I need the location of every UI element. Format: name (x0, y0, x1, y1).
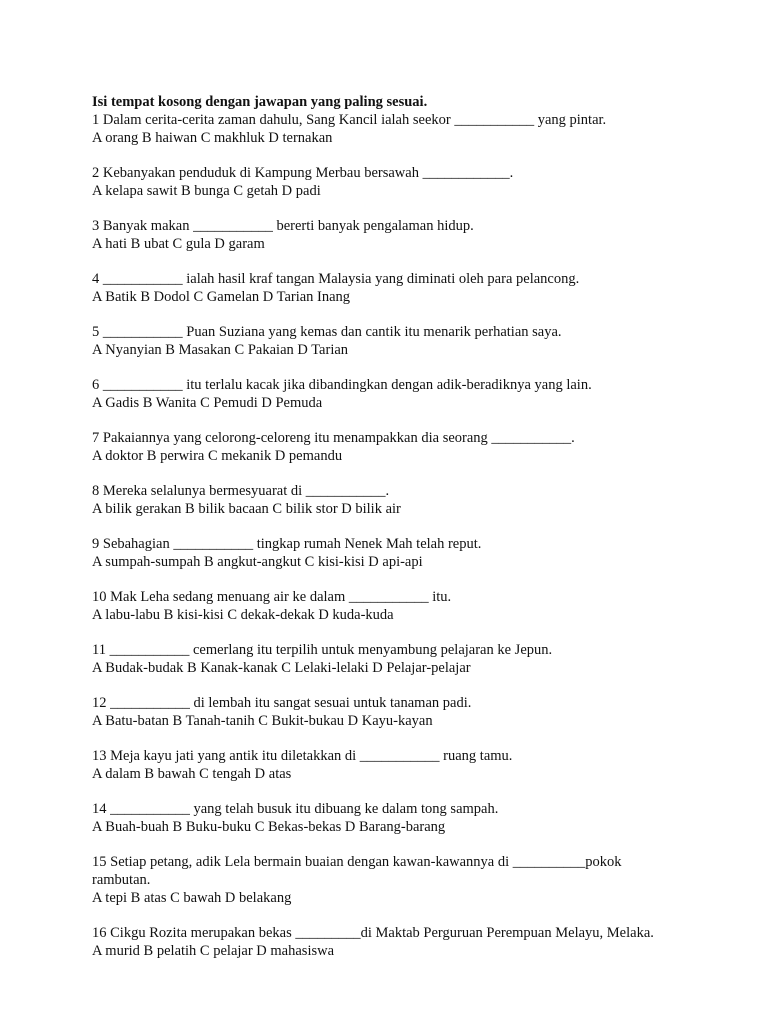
question-options: A Batu-batan B Tanah-tanih C Bukit-bukau D Kayu-kayan (92, 713, 433, 729)
question-options: A Nyanyian B Masakan C Pakaian D Tarian (92, 342, 349, 358)
question-12 (92, 694, 682, 730)
question-15 (92, 853, 682, 907)
question-text: 10 Mak Leha sedang menuang air ke dalam ___________ itu. (92, 589, 452, 605)
question-text: 8 Mereka selalunya bermesyuarat di ___________. (92, 483, 390, 499)
question-text: 14 ___________ yang telah busuk itu dibuang ke dalam tong sampah. (92, 801, 499, 817)
question-options: A Gadis B Wanita C Pemudi D Pemuda (92, 395, 323, 411)
question-text: 9 Sebahagian ___________ tingkap rumah Nenek Mah telah reput. (92, 536, 482, 552)
question-text: 11 ___________ cemerlang itu terpilih untuk menyambung pelajaran ke Jepun. (92, 642, 553, 658)
question-16 (92, 924, 682, 960)
worksheet-instruction: Isi tempat kosong dengan jawapan yang paling sesuai. (92, 94, 428, 110)
question-options: A orang B haiwan C makhluk D ternakan (92, 130, 333, 146)
question-options: A sumpah-sumpah B angkut-angkut C kisi-kisi D api-api (92, 554, 423, 570)
question-options: A bilik gerakan B bilik bacaan C bilik stor D bilik air (92, 501, 401, 517)
question-text: 4 ___________ ialah hasil kraf tangan Malaysia yang diminati oleh para pelancong. (92, 271, 580, 287)
question-text: 6 ___________ itu terlalu kacak jika dibandingkan dengan adik-beradiknya yang lain. (92, 377, 592, 393)
question-options: A tepi B atas C bawah D belakang (92, 890, 292, 906)
question-options: A kelapa sawit B bunga C getah D padi (92, 183, 321, 199)
question-options: A dalam B bawah C tengah D atas (92, 766, 292, 782)
question-options: A Batik B Dodol C Gamelan D Tarian Inang (92, 289, 351, 305)
question-5 (92, 323, 682, 359)
question-14 (92, 800, 682, 836)
question-6 (92, 376, 682, 412)
question-7 (92, 429, 682, 465)
question-options: A doktor B perwira C mekanik D pemandu (92, 448, 343, 464)
question-9 (92, 535, 682, 571)
question-10 (92, 588, 682, 624)
worksheet (92, 93, 682, 977)
question-text: 1 Dalam cerita-cerita zaman dahulu, Sang Kancil ialah seekor ___________ yang pintar. (92, 112, 607, 128)
question-options: A Buah-buah B Buku-buku C Bekas-bekas D Barang-barang (92, 819, 446, 835)
question-options: A labu-labu B kisi-kisi C dekak-dekak D kuda-kuda (92, 607, 394, 623)
question-text: 15 Setiap petang, adik Lela bermain buaian dengan kawan-kawannya di __________pokok rambutan. (92, 854, 626, 888)
question-13 (92, 747, 682, 783)
question-3 (92, 217, 682, 253)
question-8 (92, 482, 682, 518)
question-options: A Budak-budak B Kanak-kanak C Lelaki-lelaki D Pelajar-pelajar (92, 660, 471, 676)
question-text: 12 ___________ di lembah itu sangat sesuai untuk tanaman padi. (92, 695, 472, 711)
question-4 (92, 270, 682, 306)
question-text: 13 Meja kayu jati yang antik itu diletakkan di ___________ ruang tamu. (92, 748, 513, 764)
question-text: 2 Kebanyakan penduduk di Kampung Merbau bersawah ____________. (92, 165, 514, 181)
question-1 (92, 111, 682, 147)
question-11 (92, 641, 682, 677)
question-text: 5 ___________ Puan Suziana yang kemas dan cantik itu menarik perhatian saya. (92, 324, 562, 340)
question-text: 3 Banyak makan ___________ bererti banyak pengalaman hidup. (92, 218, 474, 234)
question-text: 16 Cikgu Rozita merupakan bekas _________di Maktab Perguruan Perempuan Melayu, Melaka. (92, 925, 654, 941)
question-2 (92, 164, 682, 200)
question-options: A murid B pelatih C pelajar D mahasiswa (92, 943, 335, 959)
question-text: 7 Pakaiannya yang celorong-celoreng itu menampakkan dia seorang ___________. (92, 430, 575, 446)
question-options: A hati B ubat C gula D garam (92, 236, 265, 252)
